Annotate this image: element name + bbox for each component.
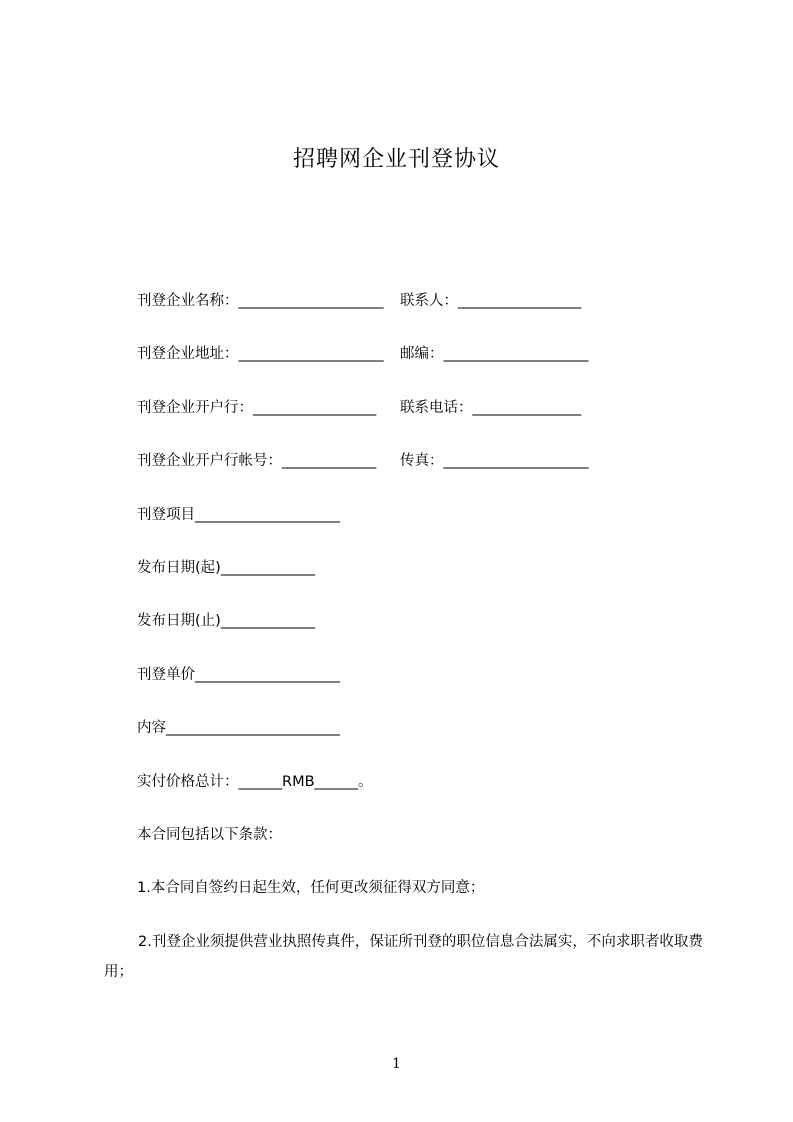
field-bank: 刊登企业开户行：_________________ (137, 400, 377, 416)
field-company-name: 刊登企业名称：____________________ (137, 293, 384, 309)
field-phone: 联系电话：_______________ (400, 400, 582, 416)
field-contact-person: 联系人：_________________ (400, 293, 582, 309)
page-number: 1 (392, 1056, 401, 1072)
field-end-date: 发布日期(止)_____________ (137, 613, 316, 629)
field-content: 内容________________________ (137, 720, 340, 736)
field-start-date: 发布日期(起)_____________ (137, 560, 316, 576)
document-title: 招聘网企业刊登协议 (292, 147, 500, 172)
field-total: 实付价格总计：______RMB______。 (137, 774, 373, 790)
field-bank-account: 刊登企业开户行帐号：_____________ (137, 453, 377, 469)
field-item: 刊登项目____________________ (137, 507, 340, 523)
field-company-address: 刊登企业地址：____________________ (137, 346, 384, 362)
field-fax: 传真：____________________ (400, 453, 589, 469)
clauses-intro: 本合同包括以下条款： (137, 827, 282, 843)
clause-item: 2.刊登企业须提供营业执照传真件，保证所刊登的职位信息合法属实，不向求职者收取费用； (104, 934, 703, 980)
clause-item: 1.本合同自签约日起生效，任何更改须征得双方同意； (137, 880, 485, 896)
field-postcode: 邮编：____________________ (400, 346, 589, 362)
field-unit-price: 刊登单价____________________ (137, 667, 340, 683)
